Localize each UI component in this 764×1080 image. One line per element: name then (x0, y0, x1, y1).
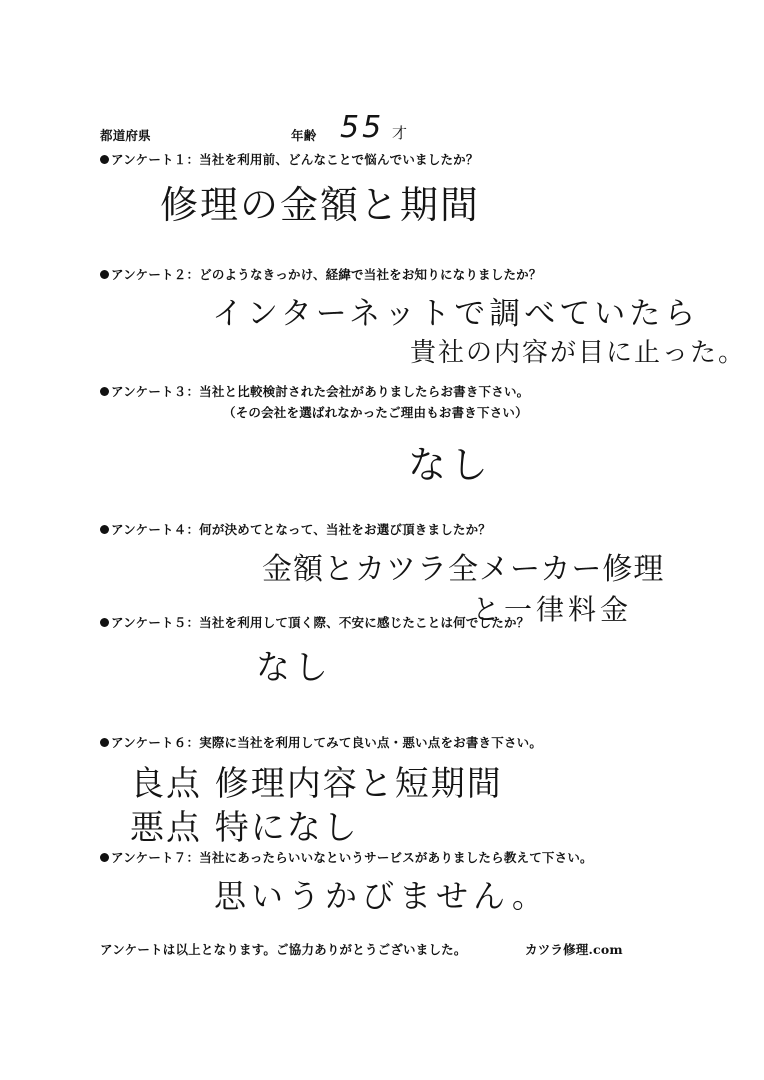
brand-name: カツラ修理.com (525, 942, 623, 957)
question-label: アンケート６： (111, 735, 200, 750)
answer-2-line-2: 貴社の内容が目に止った。 (410, 338, 747, 368)
question-3-note: （その会社を選ばれなかったご理由もお書き下さい） (223, 405, 528, 420)
question-label: アンケート３： (111, 384, 200, 399)
question-2 (100, 265, 542, 283)
question-label: アンケート７： (111, 850, 200, 865)
question-label: アンケート４： (111, 522, 200, 537)
age-unit: 才 (392, 124, 408, 142)
bullet-icon (100, 618, 109, 627)
answer-4-line-1: 金額とカツラ全メーカー修理 (262, 552, 665, 587)
answer-6-line-2: 悪点 特になし (130, 808, 359, 848)
question-4 (100, 520, 491, 538)
answer-1-line-1: 修理の金額と期間 (160, 183, 481, 227)
question-text: 実際に当社を利用してみて良い点・悪い点をお書き下さい。 (199, 735, 543, 750)
answer-6-line-1: 良点 修理内容と短期間 (130, 764, 503, 804)
age-value: 55 (340, 110, 385, 145)
bullet-icon (100, 525, 109, 534)
question-text: 当社と比較検討された会社がありましたらお書き下さい。 (199, 384, 530, 399)
answer-2-line-1: インターネットで調べていたら (212, 296, 700, 332)
question-text: どのようなきっかけ、経緯で当社をお知りになりましたか？ (199, 267, 542, 282)
question-3 (100, 382, 529, 400)
question-5 (100, 613, 529, 631)
question-7 (100, 848, 593, 866)
question-label: アンケート２： (111, 267, 200, 282)
question-6 (100, 733, 542, 751)
question-label: アンケート１： (111, 152, 200, 167)
bullet-icon (100, 853, 109, 862)
answer-4-line-2: と一律料金 (472, 593, 633, 626)
age-label: 年齢 (291, 128, 317, 143)
bullet-icon (100, 738, 109, 747)
question-text: 当社にあったらいいなというサービスがありましたら教えて下さい。 (199, 850, 593, 865)
question-text: 当社を利用前、どんなことで悩んでいましたか？ (199, 152, 479, 167)
question-text: 何が決めてとなって、当社をお選び頂きましたか？ (199, 522, 492, 537)
bullet-icon (100, 270, 109, 279)
bullet-icon (100, 387, 109, 396)
bullet-icon (100, 155, 109, 164)
closing-text: アンケートは以上となります。ご協力ありがとうございました。 (100, 942, 467, 957)
question-text: 当社を利用して頂く際、不安に感じたことは何でしたか？ (199, 615, 530, 630)
question-1 (100, 150, 479, 168)
answer-3-line-1: なし (408, 443, 493, 487)
answer-7-line-1: 思いうかびません。 (214, 877, 549, 915)
answer-5-line-1: なし (256, 648, 332, 688)
question-label: アンケート５： (111, 615, 200, 630)
prefecture-label: 都道府県 (100, 128, 151, 143)
